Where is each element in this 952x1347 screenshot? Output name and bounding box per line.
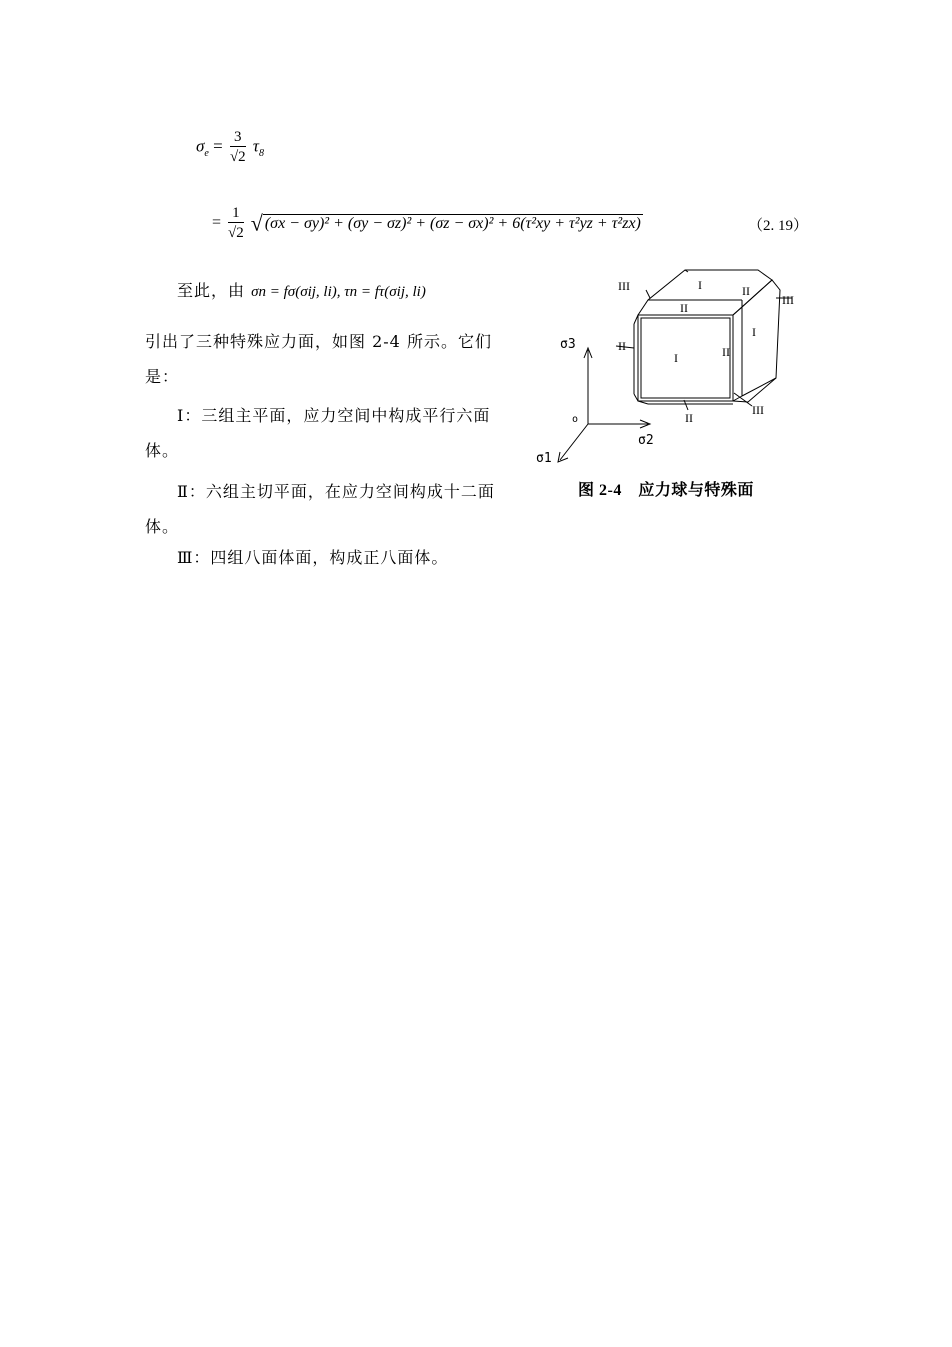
top-face-outline [638,270,772,315]
label-sigma3: σ3 [560,337,576,352]
paragraph-item-2: Ⅱ：六组主切平面，在应力空间构成十二面体。 [145,482,495,536]
p1-formula: σn = fσ(σij, li), τn = fτ(σij, li) [251,284,426,300]
eq2-numerator: 1 [228,204,244,223]
eq1-denominator: √2 [229,149,246,165]
label-II-left: II [618,339,626,353]
equation-sigma-e: $\sigma_e$ = $\frac{3}{√2}$ $\tau_8$ [196,129,265,165]
label-II-top-right: II [742,284,750,298]
eq1-fraction [230,128,246,167]
paragraph-item-3: Ⅲ：四组八面体面，构成正八面体。 [177,548,449,567]
figure-caption: 图 2-4 应力球与特殊面 [578,482,754,499]
label-I-top: I [698,278,702,292]
eq2-fraction [228,204,244,243]
eq1-numerator: 3 [230,128,246,147]
stress-polyhedron-figure [530,262,810,474]
label-II-right: II [722,345,730,359]
label-III-bottom-right: III [752,403,764,417]
label-III-top-left: III [618,279,630,293]
label-origin: o [572,414,579,425]
label-sigma2: σ2 [638,433,654,448]
p1-start: 至此，由 [177,281,246,300]
front-face [638,315,733,401]
eq1-rhs: τ [252,136,260,156]
paragraph-item-1: Ⅰ：三组主平面，应力空间中构成平行六面体。 [145,406,491,460]
label-II-top: II [680,301,688,315]
sigma1-axis [560,424,588,460]
eq2-prefix: = [212,214,222,232]
label-III-right: III [782,293,794,307]
label-I-right: I [752,325,756,339]
front-face-inner [641,318,730,398]
label-sigma1: σ1 [536,451,552,466]
equation-expanded: = $\frac{1}{√2}$ √ (σx − σy)² + (σy − σz)² + (σz − σx)² + 6(τ²xy + τ²yz + τ²zx) [212,205,641,241]
right-face-outline [733,280,780,402]
eq1-lhs-sub: e [204,147,209,159]
paragraph-intro [145,281,507,302]
equation-number: （2. 19） [748,218,809,234]
eq2-denominator: √2 [228,225,244,241]
eq1-rhs-sub: 8 [259,147,265,159]
eq2-radicand: (σx − σy)² + (σy − σz)² + (σz − σx)² + 6(τ²xy + τ²yz + τ²zx) [264,215,641,232]
paragraph-intro-rest: 引出了三种特殊应力面，如图 2-4 所示。它们是： [145,332,492,386]
eq1-lhs: σ [196,136,205,156]
label-II-bottom: II [685,411,693,425]
label-I-front: I [674,351,678,365]
